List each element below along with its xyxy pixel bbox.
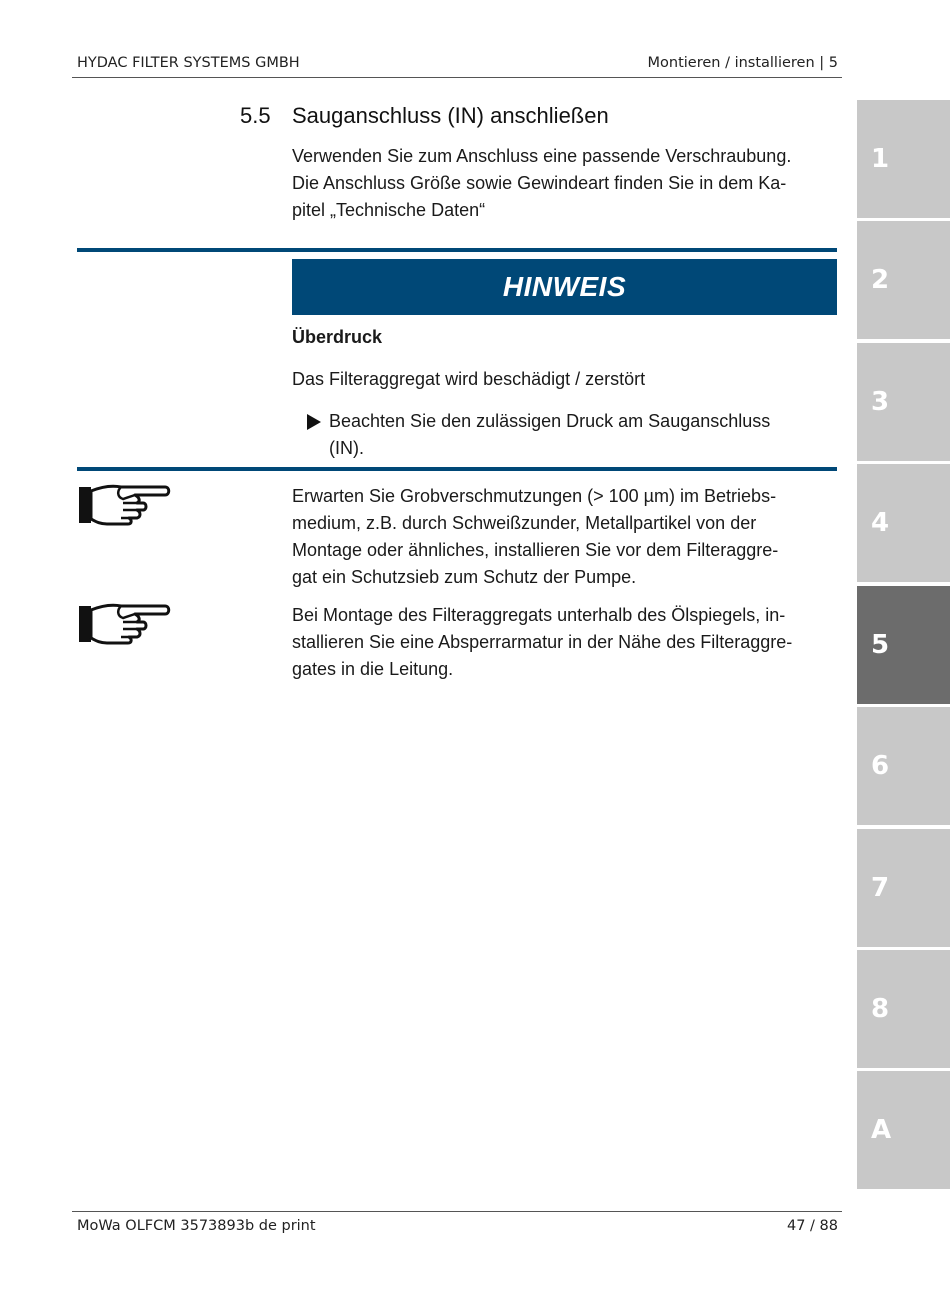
notice-action: [307, 408, 827, 462]
header-section-ref: Montieren / installieren | 5: [647, 55, 838, 71]
chapter-tab-a[interactable]: [857, 1071, 950, 1189]
footer-divider: [72, 1211, 842, 1212]
chapter-tab-5[interactable]: [857, 586, 950, 704]
chapter-tab-label: 4: [871, 508, 890, 538]
tip-line: Bei Montage des Filteraggregats unterhalb des Ölspiegels, in-: [292, 605, 786, 625]
chapter-tab-label: 3: [871, 387, 890, 417]
tip-line: gat ein Schutzsieb zum Schutz der Pumpe.: [292, 567, 637, 587]
footer-doc-id: MoWa OLFCM 3573893b de print: [77, 1218, 316, 1234]
tip-line: Montage oder ähnliches, installieren Sie vor dem Filteraggre-: [292, 540, 779, 560]
section-title: Sauganschluss (IN) anschließen: [292, 103, 609, 128]
chapter-tab-label: 6: [871, 751, 890, 781]
notice-signal-word: HINWEIS: [292, 259, 837, 315]
chapter-tab-8[interactable]: [857, 950, 950, 1068]
notice-bottom-rule: [77, 467, 837, 471]
notice-top-rule: [77, 248, 837, 252]
tip-line: Erwarten Sie Grobverschmutzungen (> 100 µm) im Betriebs-: [292, 486, 777, 506]
intro-line: Die Anschluss Größe sowie Gewindeart finden Sie in dem Ka-: [292, 173, 787, 193]
tip-line: stallieren Sie eine Absperrarmatur in der Nähe des Filteraggre-: [292, 632, 793, 652]
action-line: Beachten Sie den zulässigen Druck am Sauganschluss: [329, 411, 771, 431]
chapter-tab-label: 2: [871, 265, 890, 295]
action-line: (IN).: [329, 438, 364, 458]
intro-line: Verwenden Sie zum Anschluss eine passende Verschraubung.: [292, 146, 792, 166]
chapter-tab-label: 7: [871, 873, 890, 903]
intro-paragraph: [292, 143, 837, 224]
header-company: HYDAC FILTER SYSTEMS GMBH: [77, 55, 300, 71]
action-arrow-icon: [307, 414, 321, 430]
chapter-tab-4[interactable]: [857, 464, 950, 582]
pointing-hand-icon: [77, 600, 171, 646]
chapter-tab-3[interactable]: [857, 343, 950, 461]
chapter-tab-6[interactable]: [857, 707, 950, 825]
chapter-tab-label: 5: [871, 630, 890, 660]
pointing-hand-icon: [77, 481, 171, 527]
tip-line: medium, z.B. durch Schweißzunder, Metallpartikel von der: [292, 513, 757, 533]
tip-paragraph: [292, 483, 837, 591]
tip-paragraph: [292, 602, 837, 683]
chapter-tab-2[interactable]: [857, 221, 950, 339]
intro-line: pitel „Technische Daten“: [292, 200, 486, 220]
notice-consequence: Das Filteraggregat wird beschädigt / zerstört: [292, 369, 646, 389]
header-divider: [72, 77, 842, 78]
section-number: 5.5: [240, 103, 271, 128]
chapter-tab-label: A: [871, 1115, 892, 1145]
chapter-tab-label: 8: [871, 994, 890, 1024]
chapter-tab-7[interactable]: [857, 829, 950, 947]
footer-page-number: 47 / 88: [786, 1218, 838, 1234]
notice-hazard: Überdruck: [292, 327, 383, 347]
tip-line: gates in die Leitung.: [292, 659, 454, 679]
chapter-tab-1[interactable]: [857, 100, 950, 218]
chapter-tab-label: 1: [871, 144, 890, 174]
